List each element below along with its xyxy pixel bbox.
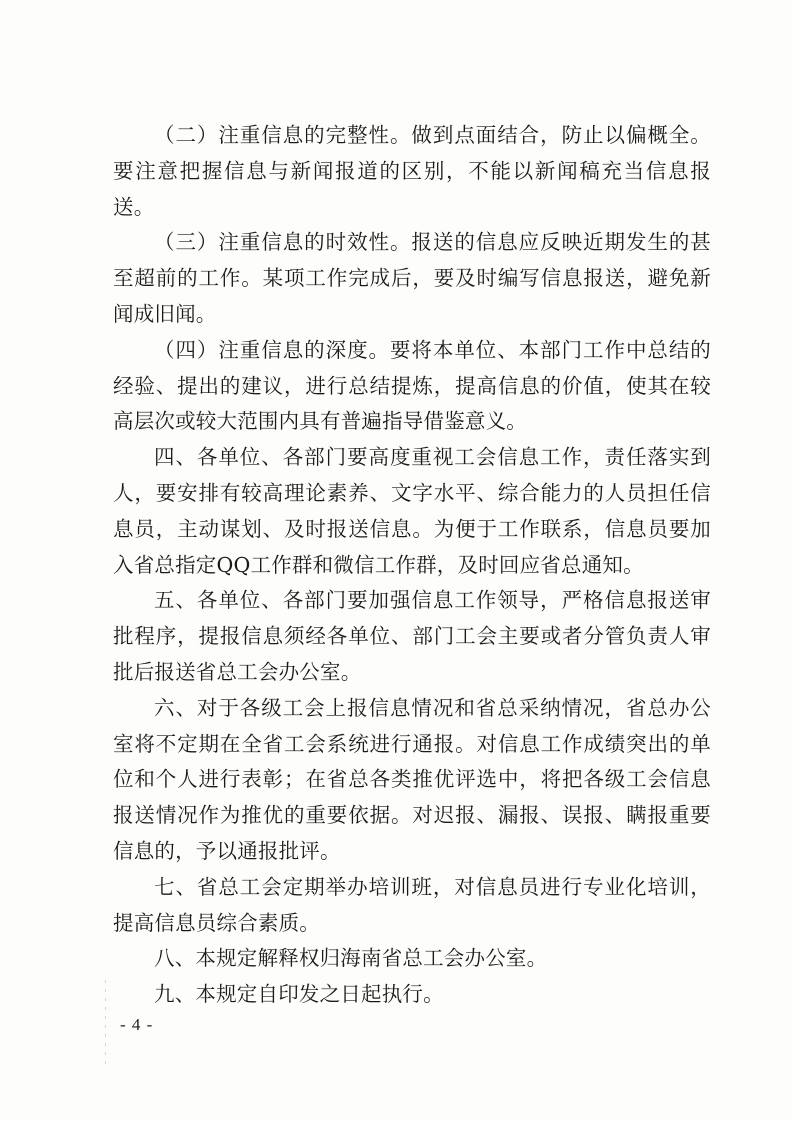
page-number: - 4 - <box>120 1015 154 1034</box>
paragraph-section-5: 五、各单位、各部门要加强信息工作领导，严格信息报送审批程序，提报信息须经各单位、部门工会主要或者分管负责人审批后报送省总工会办公室。 <box>113 588 711 684</box>
paragraph-3: （三）注重信息的时效性。报送的信息应反映近期发生的甚至超前的工作。某项工作完成后，要及时编写信息报送，避免新闻成旧闻。 <box>113 230 711 326</box>
paragraph-section-9: 九、本规定自印发之日起执行。 <box>154 982 444 1007</box>
paragraph-section-6: 六、对于各级工会上报信息情况和省总采纳情况，省总办公室将不定期在全省工会系统进行通报。对信息工作成绩突出的单位和个人进行表彰；在省总各类推优评选中，将把各级工会信息报送情况作为推优的重要依据。对迟报、漏报、误报、瞒报重要信息的，予以通报批评。 <box>113 695 711 863</box>
paragraph-section-8: 八、本规定解释权归海南省总工会办公室。 <box>154 946 548 971</box>
scan-edge-line <box>105 980 106 1070</box>
paragraph-4: （四）注重信息的深度。要将本单位、本部门工作中总结的经验、提出的建议，进行总结提炼，提高信息的价值，使其在较高层次或较大范围内具有普遍指导借鉴意义。 <box>113 337 711 434</box>
paragraph-2: （二）注重信息的完整性。做到点面结合，防止以偏概全。要注意把握信息与新闻报道的区别，不能以新闻稿充当信息报送。 <box>113 123 711 219</box>
paragraph-section-4: 四、各单位、各部门要高度重视工会信息工作，责任落实到人，要安排有较高理论素养、文字水平、综合能力的人员担任信息员，主动谋划、及时报送信息。为便于工作联系，信息员要加入省总指定QQ工作群和微信工作群，及时回应省总通知。 <box>113 445 711 577</box>
document-body <box>113 118 711 1013</box>
paragraph-section-7: 七、省总工会定期举办培训班，对信息员进行专业化培训，提高信息员综合素质。 <box>113 874 711 935</box>
